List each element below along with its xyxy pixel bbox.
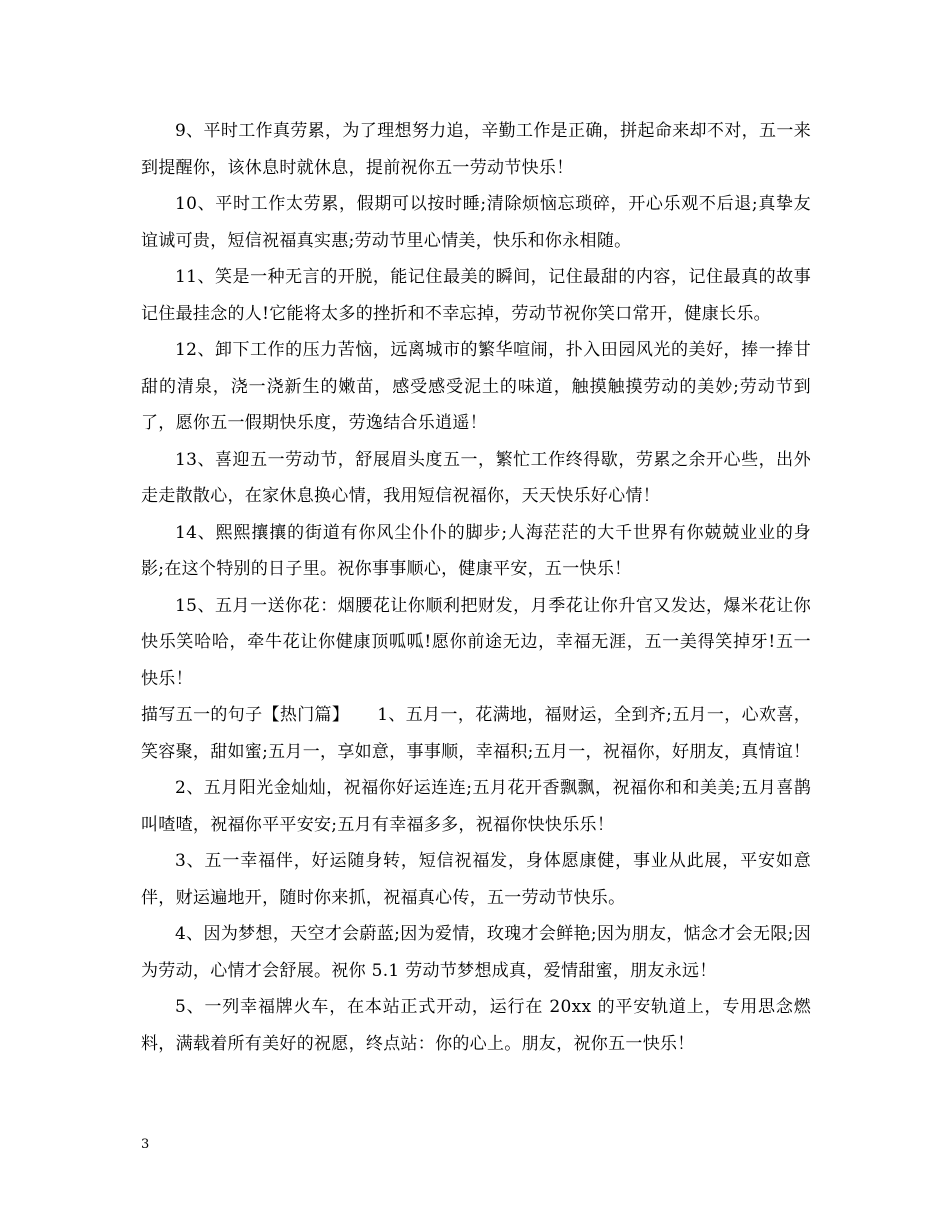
paragraph-9: 9、平时工作真劳累，为了理想努力追，辛勤工作是正确，拼起命来却不对，五一来到提醒你，该休息时就休息，提前祝你五一劳动节快乐！ (141, 121, 811, 178)
paragraph-11: 11、笑是一种无言的开脱，能记住最美的瞬间，记住最甜的内容，记住最真的故事记住最挂念的人!它能将太多的挫折和不幸忘掉，劳动节祝你笑口常开，健康长乐。 (141, 267, 811, 324)
paragraph-10: 10、平时工作太劳累，假期可以按时睡;清除烦恼忘琐碎，开心乐观不后退;真挚友谊诚可贵，短信祝福真实惠;劳动节里心情美，快乐和你永相随。 (141, 194, 811, 251)
section-heading: 描写五一的句子【热门篇】 (141, 705, 350, 725)
page-number: 3 (141, 1137, 150, 1152)
document-body (141, 113, 811, 1062)
paragraph-14: 14、熙熙攘攘的街道有你风尘仆仆的脚步;人海茫茫的大千世界有你兢兢业业的身影;在这个特别的日子里。祝你事事顺心，健康平安，五一快乐！ (141, 522, 811, 579)
section-first-text: 1、五月一，花满地，福财运，全到齐;五月一，心欢喜，笑容聚，甜如蜜;五月一，享如意，事事顺，幸福积;五月一，祝福你，好朋友，真情谊！ (141, 705, 811, 762)
paragraph-4: 4、因为梦想，天空才会蔚蓝;因为爱情，玫瑰才会鲜艳;因为朋友，惦念才会无限;因为劳动，心情才会舒展。祝你 5.1 劳动节梦想成真，爱情甜蜜，朋友永远！ (141, 924, 811, 981)
paragraph-15: 15、五月一送你花：烟腰花让你顺利把财发，月季花让你升官又发达，爆米花让你快乐笑哈哈，牵牛花让你健康顶呱呱!愿你前途无边，幸福无涯，五一美得笑掉牙!五一快乐！ (141, 595, 811, 689)
section-first-paragraph (141, 697, 811, 770)
paragraph-3: 3、五一幸福伴，好运随身转，短信祝福发，身体愿康健，事业从此展，平安如意伴，财运遍地开，随时你来抓，祝福真心传，五一劳动节快乐。 (141, 851, 811, 908)
paragraph-13: 13、喜迎五一劳动节，舒展眉头度五一，繁忙工作终得歇，劳累之余开心些，出外走走散散心，在家休息换心情，我用短信祝福你，天天快乐好心情！ (141, 449, 811, 506)
paragraph-5: 5、一列幸福牌火车，在本站正式开动，运行在 20xx 的平安轨道上，专用思念燃料，满载着所有美好的祝愿，终点站：你的心上。朋友，祝你五一快乐！ (141, 997, 811, 1054)
paragraph-12: 12、卸下工作的压力苦恼，远离城市的繁华喧闹，扑入田园风光的美好，捧一捧甘甜的清泉，浇一浇新生的嫩苗，感受感受泥土的味道，触摸触摸劳动的美妙;劳动节到了，愿你五一假期快乐度，劳逸结合乐逍遥！ (141, 340, 811, 433)
paragraph-2: 2、五月阳光金灿灿，祝福你好运连连;五月花开香飘飘，祝福你和和美美;五月喜鹊叫喳喳，祝福你平平安安;五月有幸福多多，祝福你快快乐乐！ (141, 778, 811, 835)
